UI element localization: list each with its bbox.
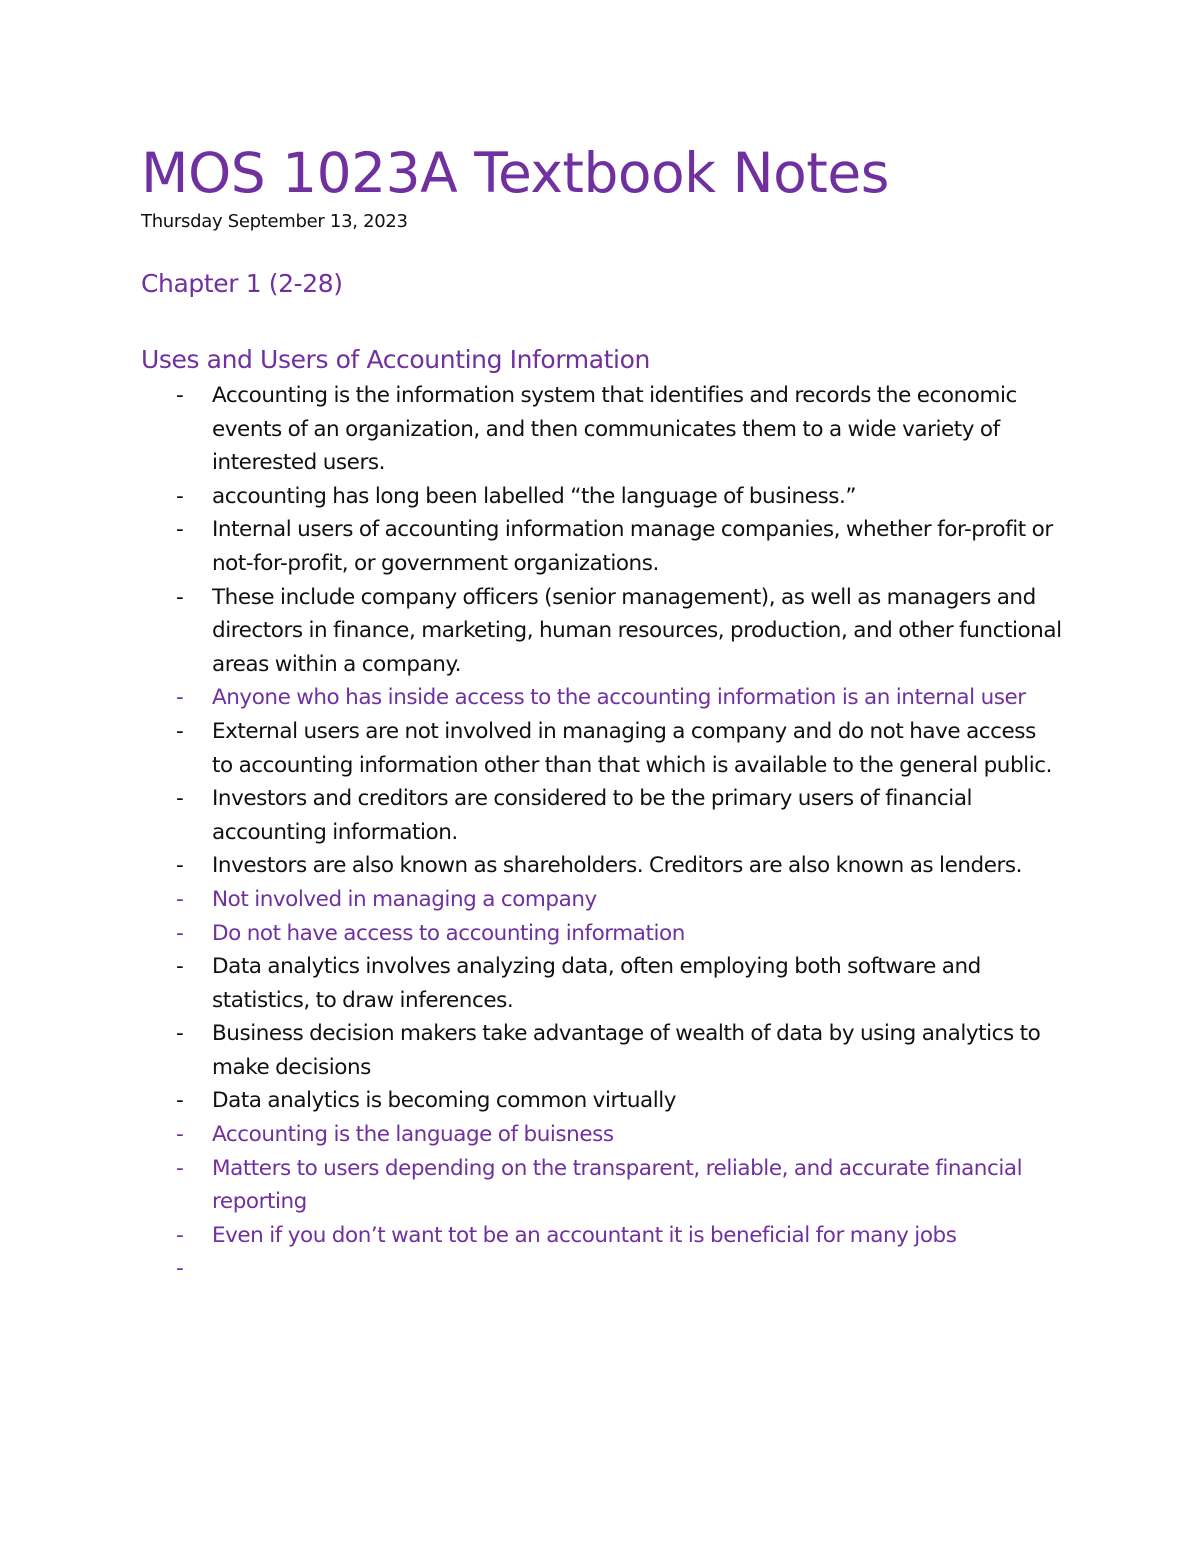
bullet-dash: -	[176, 853, 184, 879]
bullet-dash: -	[176, 1122, 184, 1148]
note-item	[0, 917, 1062, 951]
chapter-heading: Chapter 1 (2-28)	[141, 269, 343, 298]
note-text: accounting has long been labelled “the language of business.”	[212, 483, 857, 509]
bullet-dash: -	[176, 786, 184, 812]
note-item	[0, 1118, 1062, 1152]
note-text: Anyone who has inside access to the accounting information is an internal user	[212, 685, 1026, 711]
section-heading: Uses and Users of Accounting Information	[141, 345, 650, 374]
note-text: These include company officers (senior management), as well as managers and directors in finance, marketing, human resources, production, and other functional areas within a company.	[212, 584, 1062, 677]
bullet-dash: -	[176, 1256, 184, 1282]
note-text: Internal users of accounting information manage companies, whether for-profit or not-for-profit, or government organizations.	[212, 517, 1053, 576]
note-text: Accounting is the language of buisness	[212, 1122, 614, 1148]
note-item	[0, 581, 1062, 682]
note-item	[0, 513, 1062, 580]
bullet-dash: -	[176, 517, 184, 543]
note-text: Investors and creditors are considered to be the primary users of financial accounting information.	[212, 786, 973, 845]
note-text: External users are not involved in managing a company and do not have access to accounting information other than that which is available to the general public.	[212, 718, 1052, 778]
document-title: MOS 1023A Textbook Notes	[141, 141, 889, 205]
bullet-dash: -	[176, 383, 184, 408]
bullet-dash: -	[176, 718, 184, 744]
note-item	[0, 782, 1062, 849]
note-item	[0, 480, 1062, 514]
bullet-dash: -	[176, 1088, 184, 1114]
note-item	[0, 950, 1062, 1017]
bullet-dash: -	[176, 1021, 184, 1047]
note-text: Do not have access to accounting information	[212, 920, 685, 946]
note-item	[0, 1084, 1062, 1118]
bullet-dash: -	[176, 1222, 184, 1248]
note-item	[0, 715, 1062, 782]
note-text: Business decision makers take advantage of wealth of data by using analytics to make decisions	[212, 1021, 1041, 1080]
note-text: Investors are also known as shareholders. Creditors are also known as lenders.	[212, 853, 1023, 879]
bullet-dash: -	[176, 954, 184, 980]
bullet-dash: -	[176, 1155, 184, 1181]
notes-list	[0, 379, 1200, 1282]
note-text: Even if you don’t want tot be an accountant it is beneficial for many jobs	[212, 1222, 957, 1248]
note-item	[0, 1219, 1062, 1253]
note-item	[0, 849, 1062, 883]
bullet-dash: -	[176, 886, 184, 912]
bullet-dash: -	[176, 483, 184, 509]
bullet-dash: -	[176, 584, 184, 610]
note-item	[0, 1152, 1062, 1219]
note-text: Data analytics involves analyzing data, often employing both software and statistics, to draw inferences.	[212, 954, 981, 1013]
note-item	[0, 883, 1062, 917]
note-item	[0, 379, 1062, 480]
note-item	[0, 681, 1062, 715]
note-text: Accounting is the information system that identifies and records the economic events of an organization, and then communicates them to a wide variety of interested users.	[212, 383, 1017, 476]
note-text: Not involved in managing a company	[212, 886, 597, 912]
bullet-dash: -	[176, 685, 184, 711]
note-text: Matters to users depending on the transparent, reliable, and accurate financial reporting	[212, 1155, 1023, 1215]
bullet-dash: -	[176, 920, 184, 946]
note-item	[0, 1017, 1062, 1084]
note-text: Data analytics is becoming common virtually	[212, 1088, 677, 1114]
document-date: Thursday September 13, 2023	[141, 211, 408, 232]
